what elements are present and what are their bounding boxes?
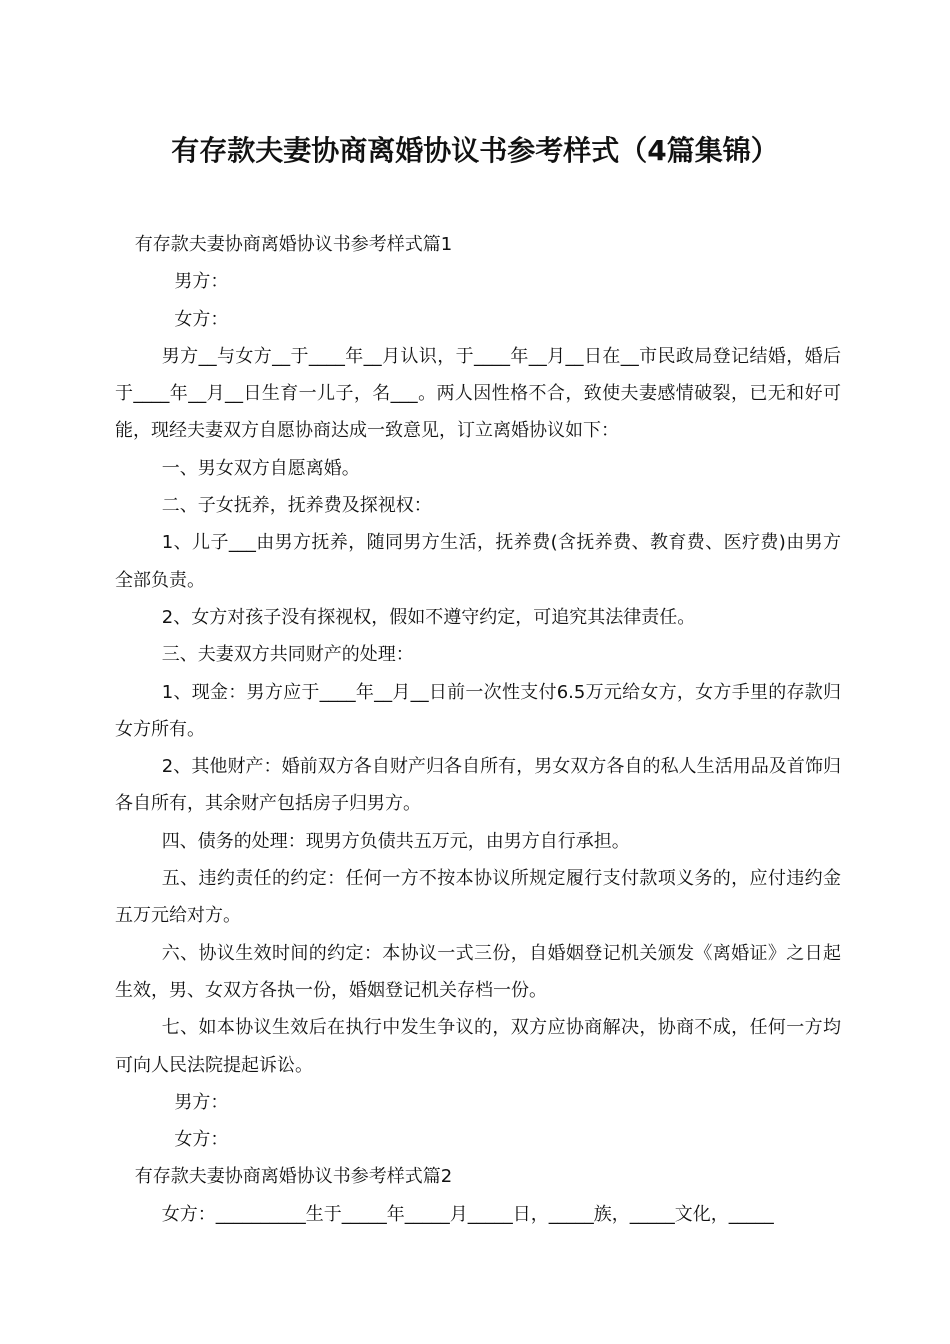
paragraph-clause-3: 三、夫妻双方共同财产的处理： bbox=[161, 644, 414, 666]
document-body bbox=[115, 226, 841, 1233]
signature-line-male-end: 男方： bbox=[174, 1091, 229, 1113]
signature-line-female-end: 女方： bbox=[174, 1129, 229, 1151]
paragraph-clause-6: 六、协议生效时间的约定：本协议一式三份，自婚姻登记机关颁发《离婚证》之日起生效，男、女双方各执一份，婚姻登记机关存档一份。 bbox=[115, 942, 841, 1001]
paragraph-clause-5: 五、违约责任的约定：任何一方不按本协议所规定履行支付款项义务的，应付违约金五万元给对方。 bbox=[115, 868, 841, 927]
document-title: 有存款夫妻协商离婚协议书参考样式（4篇集锦） bbox=[171, 134, 779, 167]
paragraph-clause-4: 四、债务的处理：现男方负债共五万元，由男方自行承担。 bbox=[161, 830, 630, 852]
paragraph-clause-3-1: 1、现金：男方应于____年__月__日前一次性支付6.5万元给女方，女方手里的存款归女方所有。 bbox=[115, 681, 841, 740]
paragraph-clause-3-2: 2、其他财产：婚前双方各自财产归各自所有，男女双方各自的私人生活用品及首饰归各自所有，其余财产包括房子归男方。 bbox=[115, 756, 841, 815]
paragraph-clause-1: 一、男女双方自愿离婚。 bbox=[161, 457, 360, 479]
paragraph-clause-2-1: 1、儿子___由男方抚养，随同男方生活，抚养费(含抚养费、教育费、医疗费)由男方全部负责。 bbox=[115, 532, 841, 591]
paragraph-female-info: 女方：__________生于_____年_____月_____日，_____族，_____文化，_____ bbox=[161, 1203, 774, 1225]
signature-line-male: 男方： bbox=[174, 271, 229, 293]
section-heading-1: 有存款夫妻协商离婚协议书参考样式篇1 bbox=[134, 234, 453, 255]
paragraph-clause-2: 二、子女抚养，抚养费及探视权： bbox=[161, 495, 432, 517]
paragraph-clause-7: 七、如本协议生效后在执行中发生争议的，双方应协商解决，协商不成，任何一方均可向人民法院提起诉讼。 bbox=[115, 1017, 841, 1076]
paragraph-clause-2-2: 2、女方对孩子没有探视权，假如不遵守约定，可追究其法律责任。 bbox=[161, 606, 696, 628]
section-heading-2: 有存款夫妻协商离婚协议书参考样式篇2 bbox=[134, 1166, 453, 1188]
paragraph-intro: 男方__与女方__于____年__月认识，于____年__月__日在__市民政局登记结婚，婚后于____年__月__日生育一儿子，名___。两人因性格不合，致使夫妻感情破裂，已无和好可能，现经夫妻双方自愿协商达成一致意见，订立离婚协议如下： bbox=[115, 345, 841, 442]
signature-line-female: 女方： bbox=[174, 308, 229, 330]
